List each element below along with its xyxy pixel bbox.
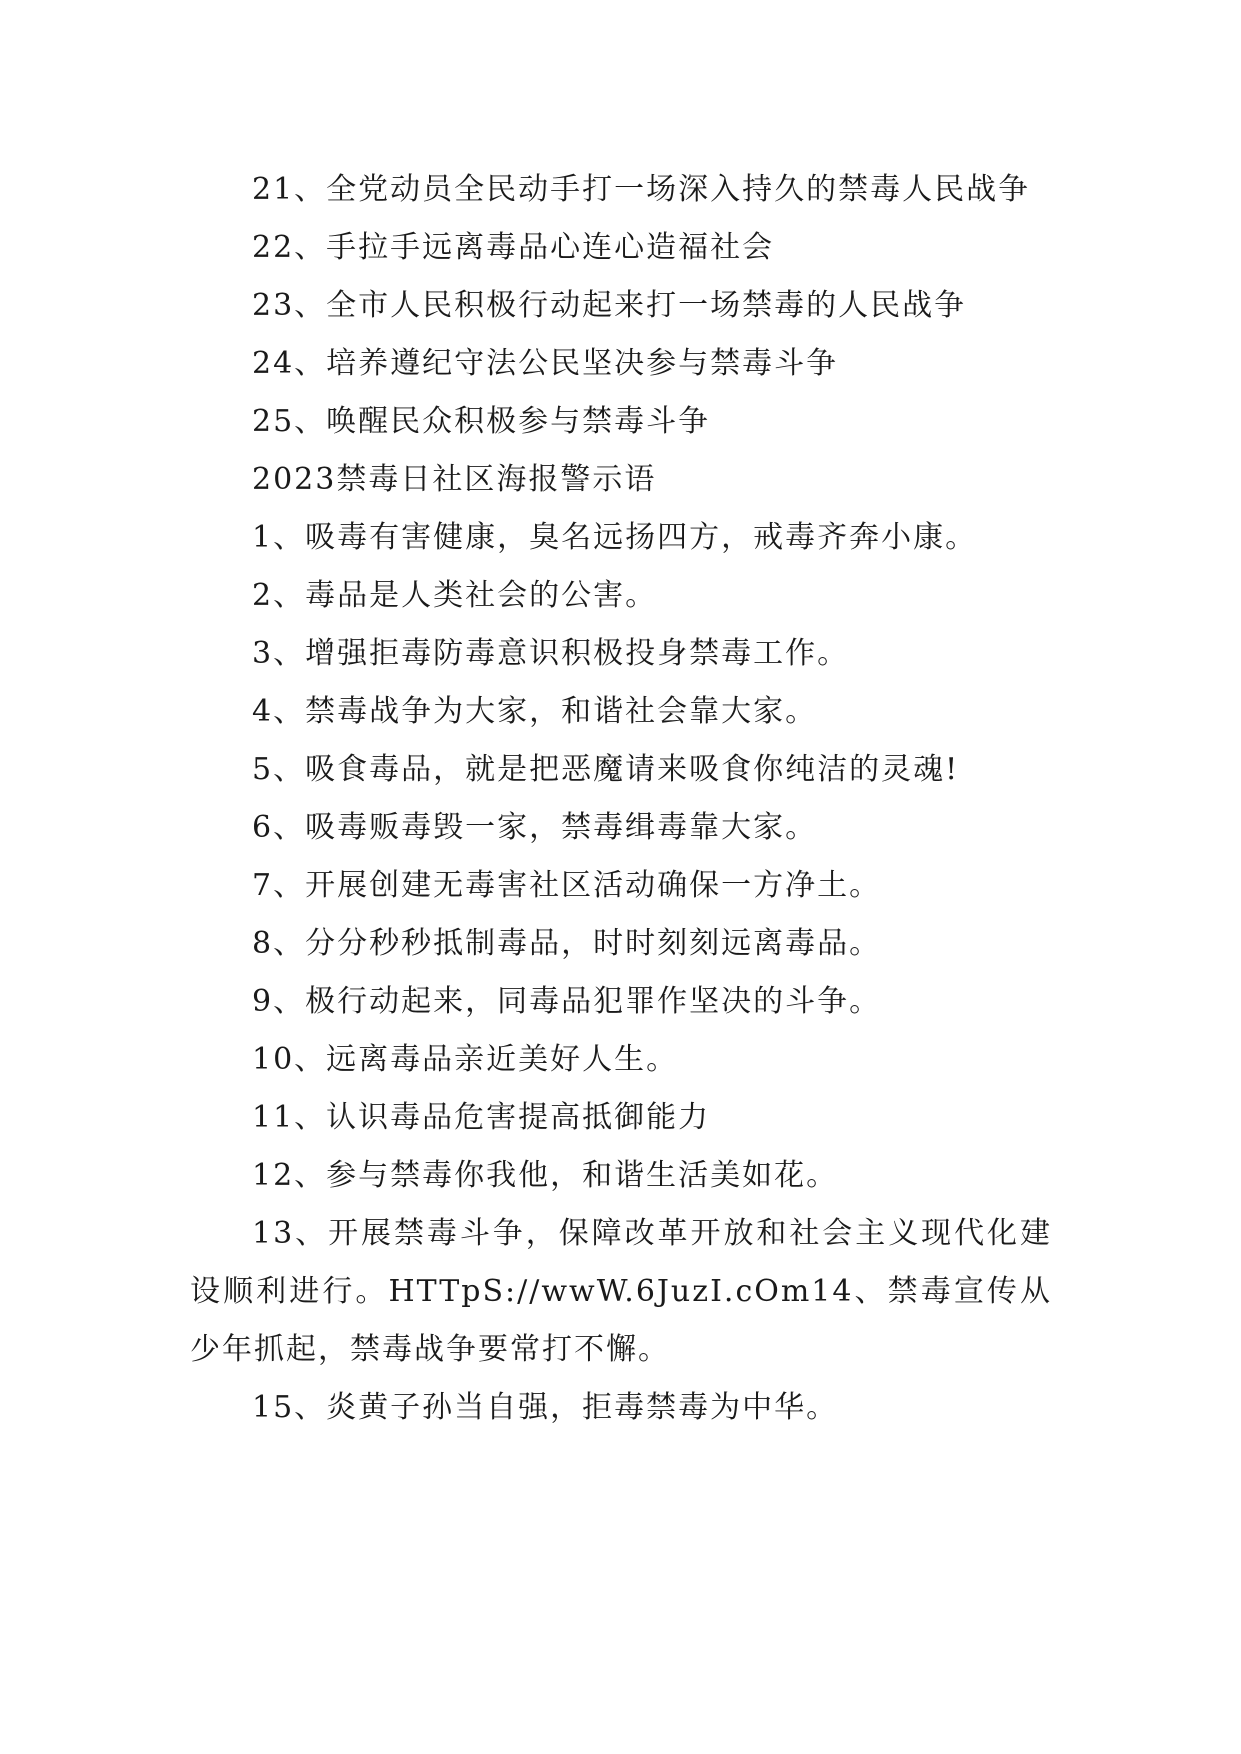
slogan-25: 25、唤醒民众积极参与禁毒斗争 (252, 404, 711, 439)
section-heading: 2023禁毒日社区海报警示语 (252, 462, 657, 497)
slogan-6: 6、吸毒贩毒毁一家，禁毒缉毒靠大家。 (252, 810, 818, 845)
slogan-2: 2、毒品是人类社会的公害。 (252, 578, 658, 613)
slogan-11: 11、认识毒品危害提高抵御能力 (252, 1100, 711, 1135)
slogan-3: 3、增强拒毒防毒意识积极投身禁毒工作。 (252, 636, 850, 671)
slogan-5: 5、吸食毒品，就是把恶魔请来吸食你纯洁的灵魂! (252, 752, 960, 787)
slogan-23: 23、全市人民积极行动起来打一场禁毒的人民战争 (252, 288, 967, 323)
slogan-1: 1、吸毒有害健康，臭名远扬四方，戒毒齐奔小康。 (252, 520, 978, 555)
slogan-22: 22、手拉手远离毒品心连心造福社会 (252, 230, 775, 265)
slogan-8: 8、分分秒秒抵制毒品，时时刻刻远离毒品。 (252, 926, 882, 961)
slogan-9: 9、极行动起来，同毒品犯罪作坚决的斗争。 (252, 984, 882, 1019)
slogan-7: 7、开展创建无毒害社区活动确保一方净土。 (252, 868, 882, 903)
slogan-list (190, 161, 1052, 1437)
slogan-21: 21、全党动员全民动手打一场深入持久的禁毒人民战争 (252, 172, 1031, 207)
slogan-24: 24、培养遵纪守法公民坚决参与禁毒斗争 (252, 346, 839, 381)
slogan-15: 15、炎黄子孙当自强，拒毒禁毒为中华。 (252, 1390, 839, 1425)
slogan-10: 10、远离毒品亲近美好人生。 (252, 1042, 679, 1077)
slogan-4: 4、禁毒战争为大家，和谐社会靠大家。 (252, 694, 818, 729)
slogan-13-14-paragraph: 13、开展禁毒斗争，保障改革开放和社会主义现代化建设顺利进行。HTTpS://wwW.6JuzI.cOm14、禁毒宣传从少年抓起，禁毒战争要常打不懈。 (190, 1216, 1052, 1367)
slogan-12: 12、参与禁毒你我他，和谐生活美如花。 (252, 1158, 839, 1193)
